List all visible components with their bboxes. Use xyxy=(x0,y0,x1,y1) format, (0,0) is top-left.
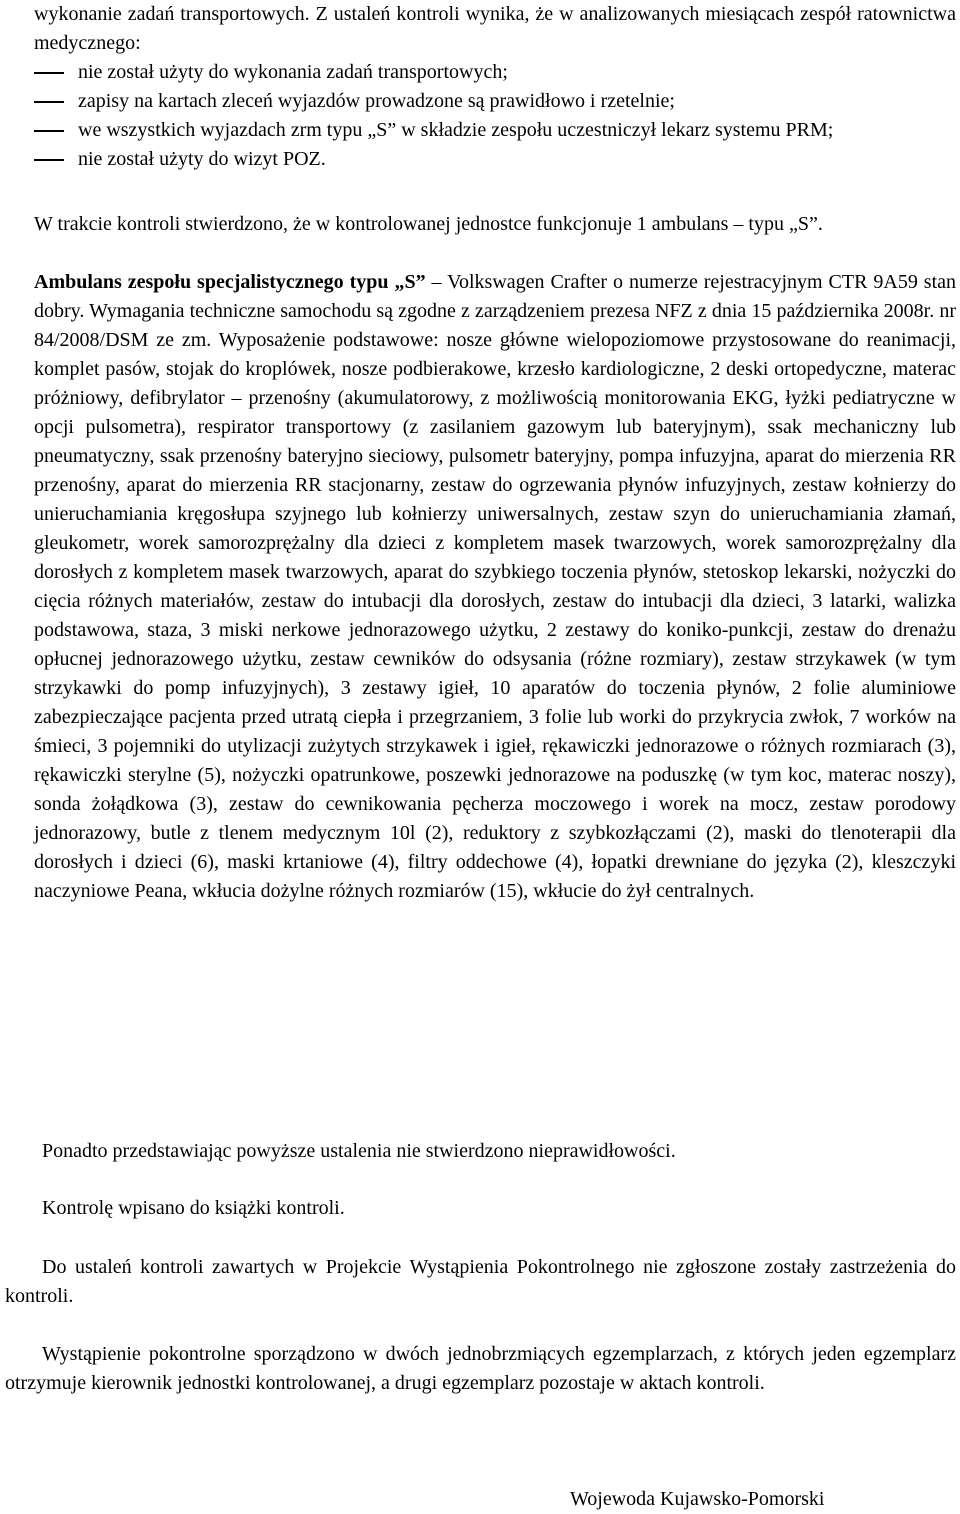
dash-bullet-icon xyxy=(34,130,64,132)
no-irregularities-paragraph: Ponadto przedstawiając powyższe ustalenia nie stwierdzono nieprawidłowości. xyxy=(42,1140,676,1162)
list-item xyxy=(34,145,956,174)
list-item xyxy=(34,58,956,87)
signature: Wojewoda Kujawsko-Pomorski xyxy=(570,1488,825,1510)
findings-list xyxy=(34,58,956,174)
ambulance-equipment-paragraph xyxy=(34,268,956,906)
ambulance-count-paragraph: W trakcie kontroli stwierdzono, że w kontrolowanej jednostce funkcjonuje 1 ambulans – typu „S”. xyxy=(34,213,823,235)
list-item-text: nie został użyty do wizyt POZ. xyxy=(78,148,326,170)
dash-bullet-icon xyxy=(34,159,64,161)
list-item xyxy=(34,116,956,145)
ambulance-equipment-text: – Volkswagen Crafter o numerze rejestracyjnym CTR 9A59 stan dobry. Wymagania techniczne samochodu są zgodne z zarządzeniem prezesa NFZ z dnia 15 października 2008r. nr 84/2008/DSM ze zm. Wyposażenie podstawowe: nosze główne wielopoziomowe przystosowane do reanimacji, komplet pasów, stojak do kroplówek, nosze podbierakowe, krzesło kardiologiczne, 2 deski ortopedyczne, materac próżniowy, defibrylator – przenośny (akumulatorowy, z możliwością monitorowania EKG, łyżki pediatryczne w opcji pulsometra), respirator transportowy (z zasilaniem gazowym lub bateryjnym), ssak mechaniczny lub pneumatyczny, ssak przenośny bateryjno sieciowy, pulsometr bateryjny, pompa infuzyjna, aparat do mierzenia RR przenośny, aparat do mierzenia RR stacjonarny, zestaw do ogrzewania płynów infuzyjnych, zestaw kołnierzy do unieruchamiania kręgosłupa szyjnego lub kołnierzy uniwersalnych, zestaw szyn do unieruchamiania złamań, gleukometr, worek samorozprężalny dla dzieci z kompletem masek twarzowych, worek samorozprężalny dla dorosłych z kompletem masek twarzowych, aparat do szybkiego toczenia płynów, stetoskop lekarski, nożyczki do cięcia różnych materiałów, zestaw do intubacji dla dorosłych, zestaw do intubacji dla dzieci, 3 latarki, walizka podstawowa, staza, 3 miski nerkowe jednorazowego użytku, 2 zestawy do koniko-punkcji, zestaw do drenażu opłucnej jednorazowego użytku, zestaw cewników do odsysania (różne rozmiary), zestaw strzykawek (w tym strzykawki do pomp infuzyjnych), 3 zestawy igieł, 10 aparatów do toczenia płynów, 2 folie aluminiowe zabezpieczające pacjenta przed utratą ciepła i przegrzaniem, 3 folie lub worki do przykrycia zwłok, 7 worków na śmieci, 3 pojemniki do utylizacji zużytych strzykawek i igieł, rękawiczki jednorazowe o różnych rozmiarach (3), rękawiczki sterylne (5), nożyczki opatrunkowe, poszewki jednorazowe na poduszkę (w tym koc, materac noszy), sonda żołądkowa (3), zestaw do cewnikowania pęcherza moczowego i worek na mocz, zestaw porodowy jednorazowy, butle z tlenem medycznym 10l (2), reduktory z szybkozłączami (2), maski do tlenoterapii dla dorosłych i dzieci (6), maski krtaniowe (4), filtry oddechowe (4), łopatki drewniane do języka (2), kleszczyki naczyniowe Peana, wkłucia dożylne różnych rozmiarów (15), wkłucie do żył centralnych. xyxy=(34,271,956,902)
objections-paragraph: Do ustaleń kontroli zawartych w Projekcie Wystąpienia Pokontrolnego nie zgłoszone zostały zastrzeżenia do kontroli. xyxy=(5,1256,956,1307)
dash-bullet-icon xyxy=(34,101,64,103)
list-item-text: zapisy na kartach zleceń wyjazdów prowadzone są prawidłowo i rzetelnie; xyxy=(78,90,675,112)
ambulance-heading: Ambulans zespołu specjalistycznego typu „S” xyxy=(34,271,426,293)
dash-bullet-icon xyxy=(34,72,64,74)
list-item-text: we wszystkich wyjazdach zrm typu „S” w składzie zespołu uczestniczył lekarz systemu PRM; xyxy=(78,119,834,141)
list-item xyxy=(34,87,956,116)
control-book-paragraph: Kontrolę wpisano do książki kontroli. xyxy=(42,1197,345,1219)
intro-paragraph: wykonanie zadań transportowych. Z ustaleń kontroli wynika, że w analizowanych miesiącach zespół ratownictwa medycznego: xyxy=(34,3,956,54)
copies-paragraph: Wystąpienie pokontrolne sporządzono w dwóch jednobrzmiących egzemplarzach, z których jeden egzemplarz otrzymuje kierownik jednostki kontrolowanej, a drugi egzemplarz pozostaje w aktach kontroli. xyxy=(5,1343,956,1394)
list-item-text: nie został użyty do wykonania zadań transportowych; xyxy=(78,61,508,83)
